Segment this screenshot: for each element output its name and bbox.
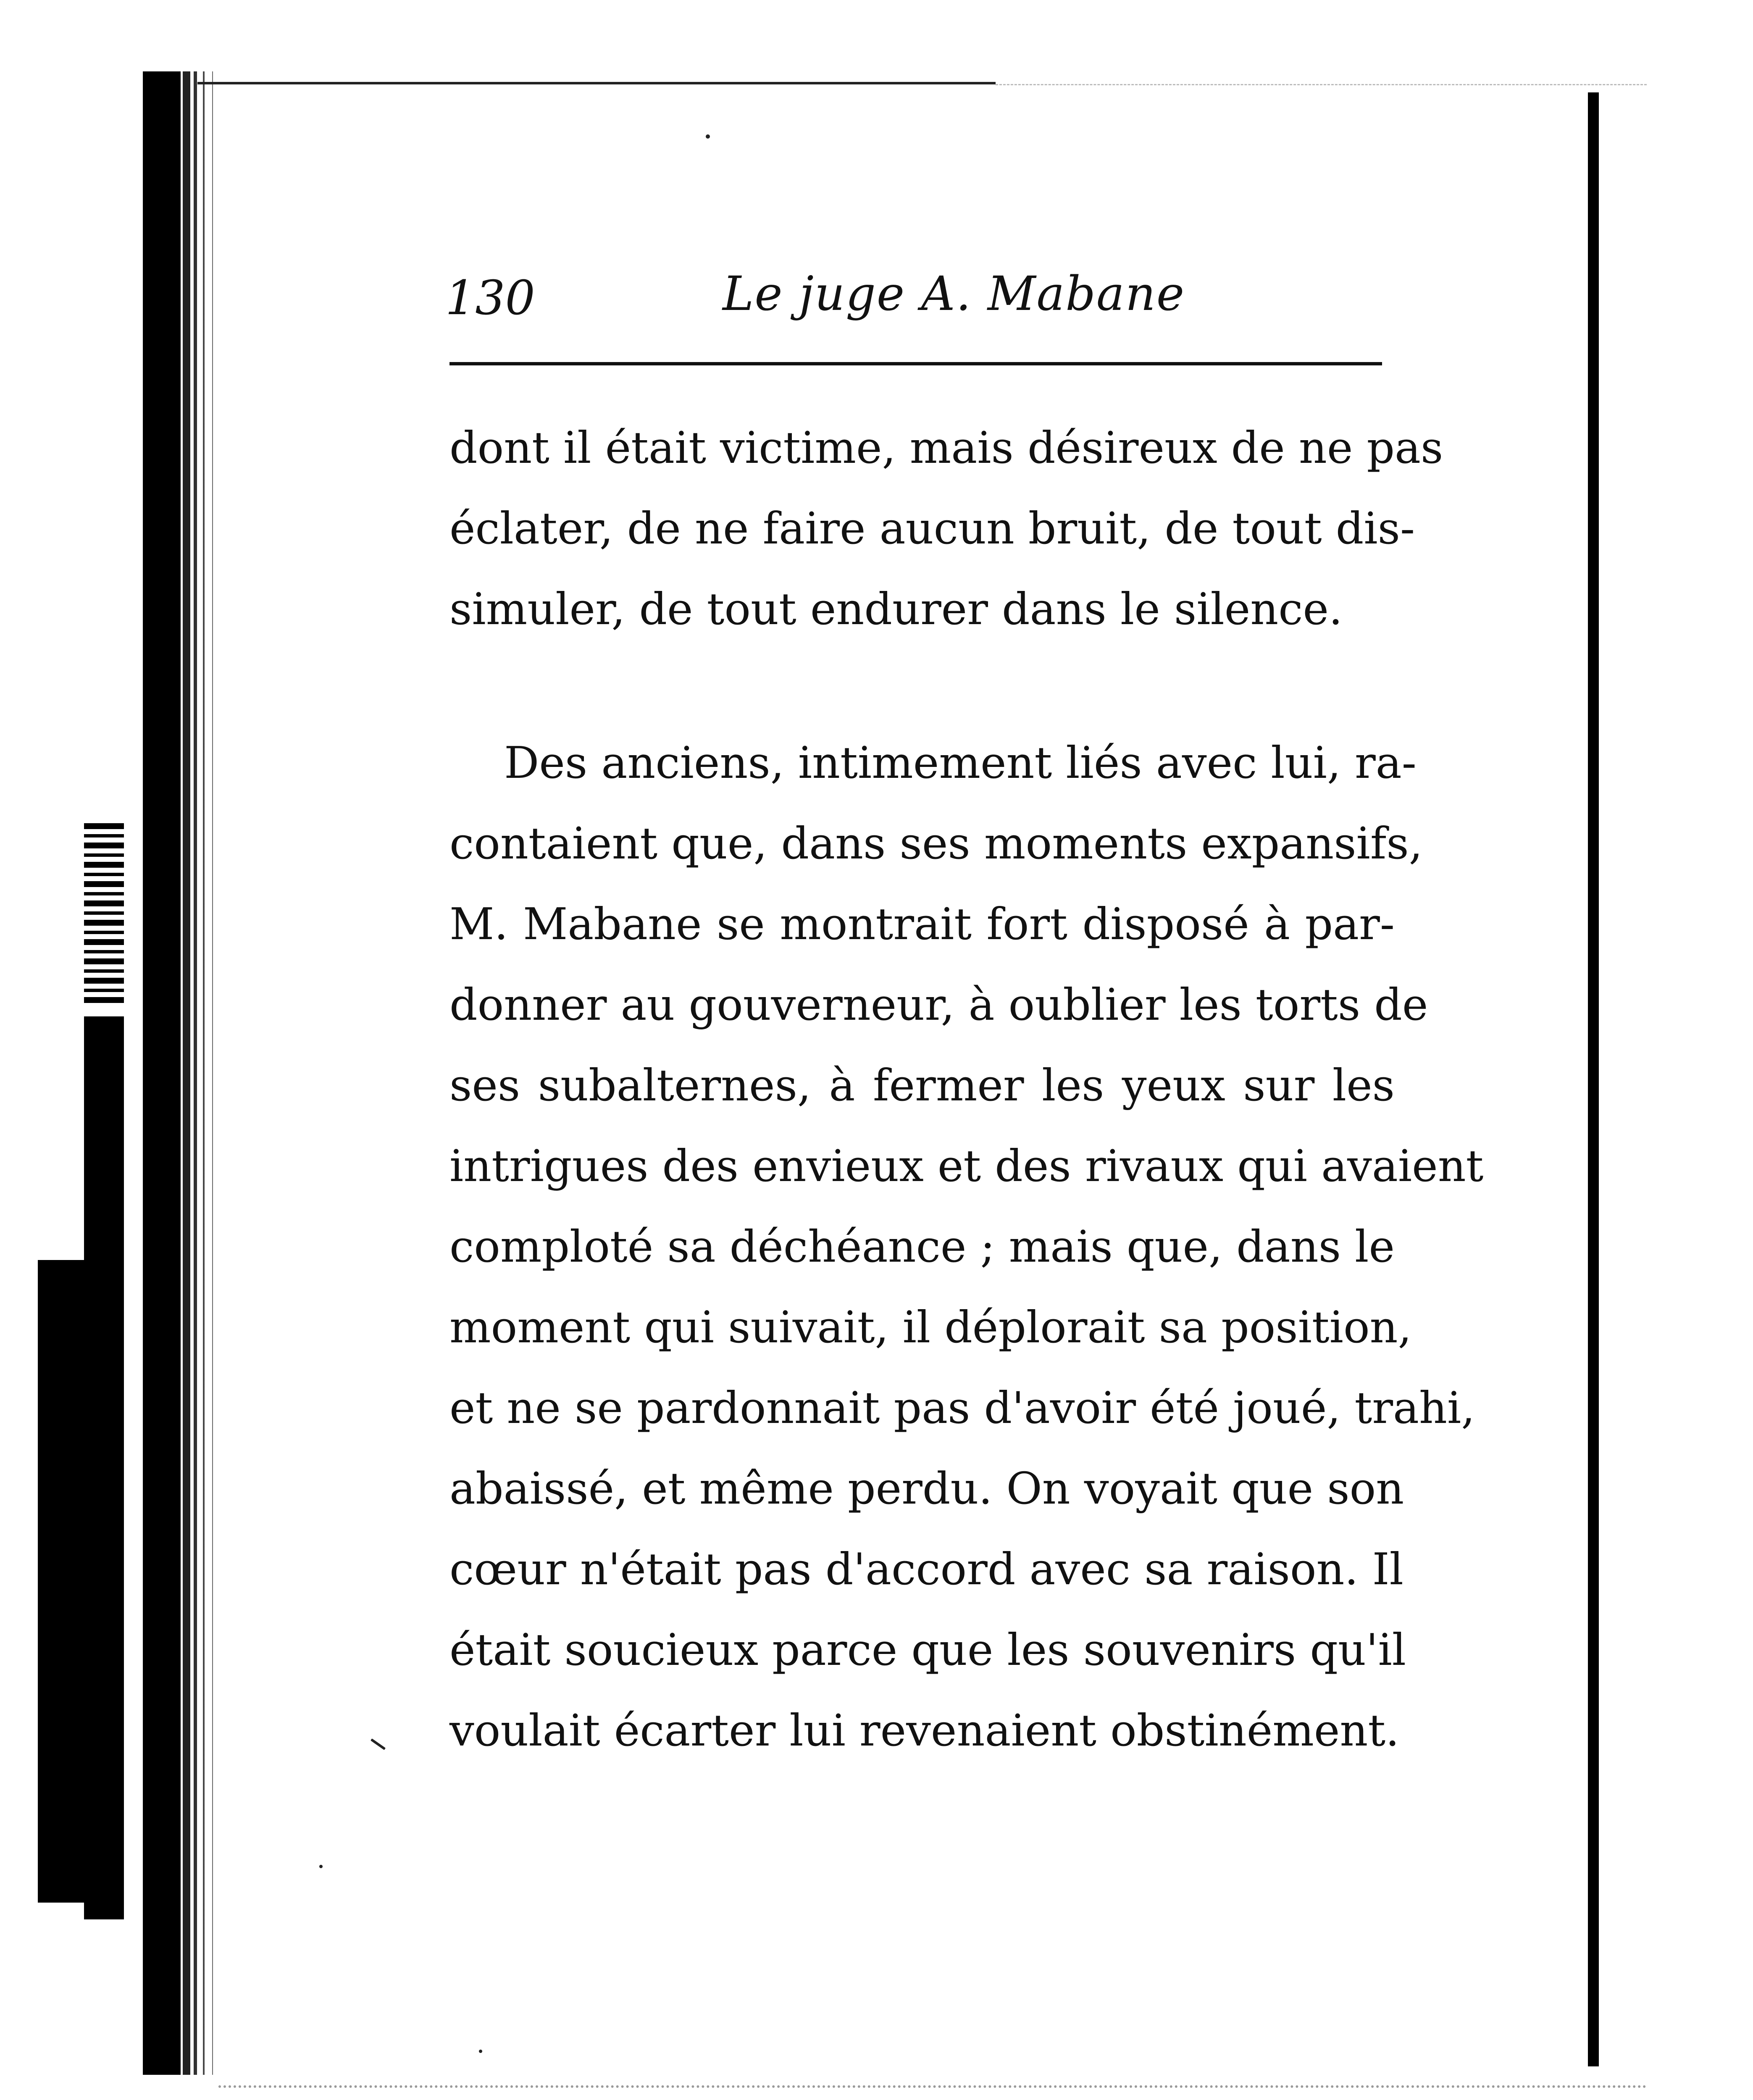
text-line: ses subalternes, à fermer les yeux sur les <box>449 1060 1395 1111</box>
text-line: moment qui suivait, il déplorait sa position, <box>449 1302 1412 1353</box>
page-top-edge-faint <box>996 84 1647 87</box>
header-rule <box>449 362 1382 365</box>
text-line: et ne se pardonnait pas d'avoir été joué, trahi, <box>449 1382 1475 1433</box>
scan-speck <box>479 2050 482 2053</box>
text-line: abaissé, et même perdu. On voyait que son <box>449 1463 1404 1514</box>
paragraph-continuation <box>449 407 1443 649</box>
page-right-edge <box>1588 92 1599 2066</box>
scan-binding-edge <box>143 71 181 2075</box>
text-line: M. Mabane se montrait fort disposé à par- <box>449 898 1395 950</box>
scan-speck <box>319 1865 323 1868</box>
text-line: était soucieux parce que les souvenirs qu'il <box>449 1624 1406 1675</box>
text-line: Des anciens, intimement liés avec lui, ra- <box>504 737 1417 788</box>
text-line: éclater, de ne faire aucun bruit, de tout dis- <box>449 503 1415 554</box>
text-line: contaient que, dans ses moments expansifs, <box>449 818 1423 869</box>
text-line: dont il était victime, mais désireux de ne pas <box>449 422 1443 473</box>
scan-black-margin-block <box>38 1260 84 1903</box>
text-line: cœur n'était pas d'accord avec sa raison. Il <box>449 1544 1403 1595</box>
scan-black-margin-strip <box>84 1016 124 1919</box>
scan-speck <box>371 1738 386 1750</box>
page-top-edge <box>197 82 996 84</box>
text-line: donner au gouverneur, à oublier les torts de <box>449 979 1428 1030</box>
text-line: voulait écarter lui revenaient obstinément. <box>449 1705 1400 1756</box>
page-number: 130 <box>445 271 535 326</box>
text-line: intrigues des envieux et des rivaux qui avaient <box>449 1140 1484 1192</box>
running-head <box>445 256 1382 340</box>
text-line: comploté sa déchéance ; mais que, dans le <box>449 1221 1395 1272</box>
page-bottom-edge <box>218 2085 1647 2091</box>
scan-barcode-strip <box>84 823 124 1008</box>
text-line: simuler, de tout endurer dans le silence. <box>449 583 1343 635</box>
scan-speck <box>706 134 710 139</box>
paragraph <box>449 722 1484 1771</box>
running-title: Le juge A. Mabane <box>723 267 1185 321</box>
